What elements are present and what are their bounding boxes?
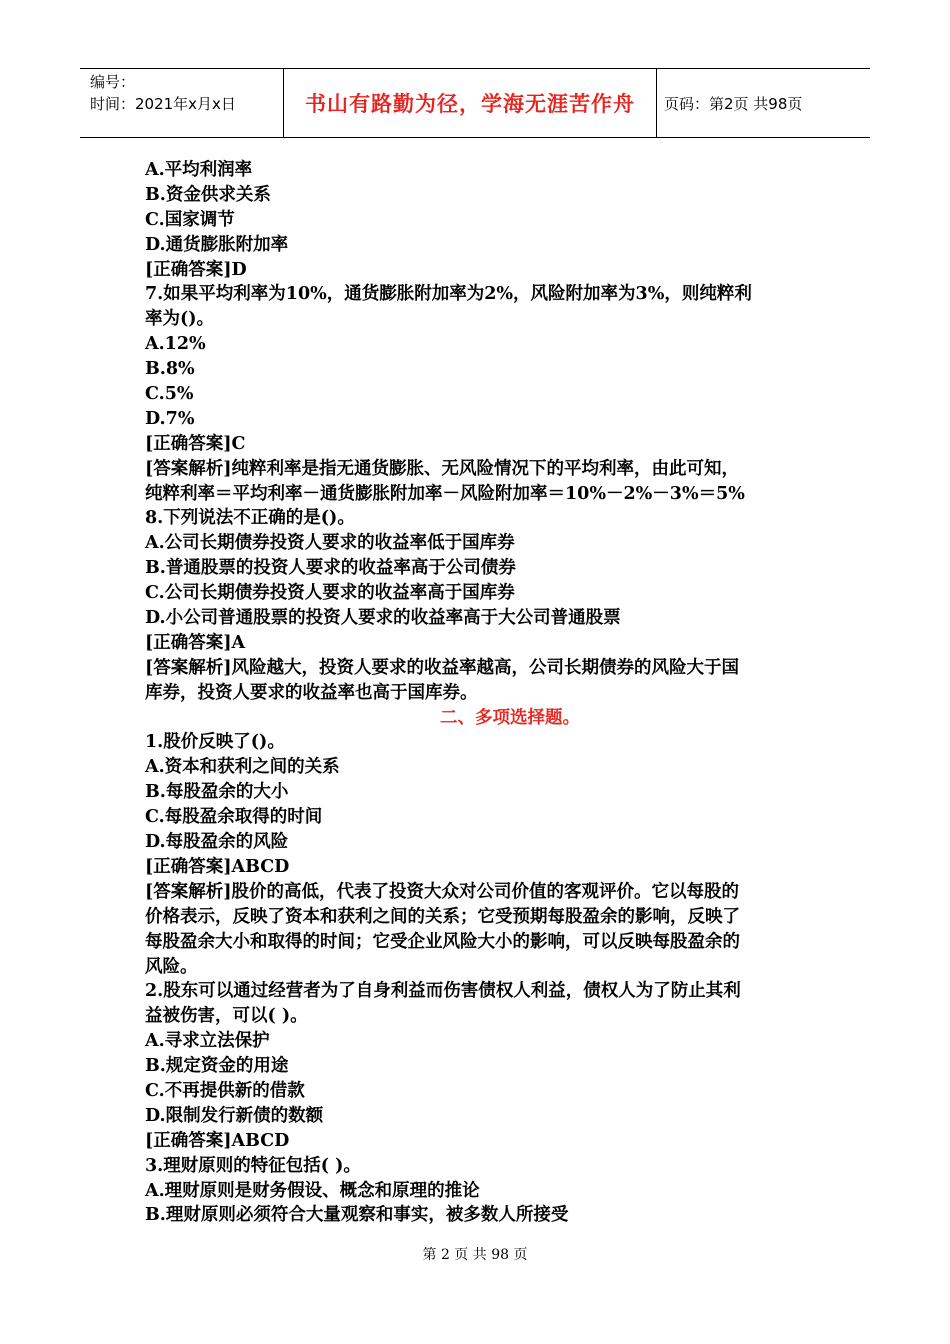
header-motto: 书山有路勤为径，学海无涯苦作舟	[283, 69, 657, 137]
text-line: A.公司长期债券投资人要求的收益率低于国库券	[145, 533, 515, 554]
text-line: A.资本和获利之间的关系	[145, 757, 340, 778]
text-line: B.规定资金的用途	[145, 1056, 289, 1077]
text-line: [答案解析]股价的高低，代表了投资大众对公司价值的客观评价。它以每股的	[145, 881, 740, 902]
text-line: 率为()。	[145, 309, 215, 330]
text-line: [正确答案]C	[145, 433, 246, 454]
text-line: [答案解析]纯粹利率是指无通货膨胀、无风险情况下的平均利率，由此可知，	[145, 458, 740, 479]
text-line: 8.下列说法不正确的是()。	[145, 508, 355, 529]
text-line: B.普通股票的投资人要求的收益率高于公司债券	[145, 558, 516, 579]
text-line: 纯粹利率＝平均利率－通货膨胀附加率－风险附加率＝10%－2%－3%＝5%	[145, 483, 745, 504]
text-line: A.平均利润率	[145, 160, 253, 180]
text-line: B.每股盈余的大小	[145, 782, 289, 803]
text-line: A.寻求立法保护	[145, 1031, 270, 1052]
text-line: C.公司长期债券投资人要求的收益率高于国库券	[145, 583, 515, 604]
text-line: 1.股价反映了()。	[145, 732, 285, 753]
text-line: 益被伤害，可以( )。	[145, 1006, 308, 1027]
text-line: [正确答案]ABCD	[145, 1130, 290, 1151]
text-line: 7.如果平均利率为10%，通货膨胀附加率为2%，风险附加率为3%，则纯粹利	[145, 284, 752, 305]
text-line: B.8%	[145, 359, 195, 380]
text-line: A.理财原则是财务假设、概念和原理的推论	[145, 1180, 480, 1201]
section-heading: 二、多项选择题。	[440, 707, 580, 728]
header-meta	[90, 71, 280, 115]
document-body	[145, 158, 815, 1228]
text-line: C.不再提供新的借款	[145, 1080, 305, 1101]
text-line: D.限制发行新债的数额	[145, 1105, 324, 1126]
text-line: B.理财原则必须符合大量观察和事实，被多数人所接受	[145, 1205, 569, 1226]
text-line: 每股盈余大小和取得的时间；它受企业风险大小的影响，可以反映每股盈余的	[145, 931, 740, 952]
page-header	[80, 68, 870, 138]
text-line: 风险。	[145, 956, 198, 977]
text-line: [答案解析]风险越大，投资人要求的收益率越高，公司长期债券的风险大于国	[145, 657, 740, 678]
text-line: 价格表示，反映了资本和获利之间的关系；它受预期每股盈余的影响，反映了	[145, 906, 740, 927]
text-line: B.资金供求关系	[145, 184, 271, 205]
page-footer: 第 2 页 共 98 页	[422, 1247, 528, 1263]
header-number: 编号：	[90, 73, 136, 91]
text-line: D.小公司普通股票的投资人要求的收益率高于大公司普通股票	[145, 608, 621, 629]
header-date: 时间：2021年x月x日	[90, 95, 236, 113]
text-line: C.5%	[145, 384, 194, 405]
text-line: C.每股盈余取得的时间	[145, 807, 323, 828]
text-line: 库券，投资人要求的收益率也高于国库券。	[145, 682, 478, 703]
text-line: 3.理财原则的特征包括( )。	[145, 1155, 361, 1176]
text-line: [正确答案]ABCD	[145, 856, 290, 877]
text-line: D.通货膨胀附加率	[145, 234, 289, 255]
text-line: 2.股东可以通过经营者为了自身利益而伤害债权人利益，债权人为了防止其利	[145, 981, 741, 1002]
header-page-info: 页码：第2页 共98页	[664, 94, 803, 113]
text-line: [正确答案]A	[145, 632, 246, 653]
text-line: C.国家调节	[145, 209, 235, 230]
text-line: D.7%	[145, 408, 195, 429]
text-line: [正确答案]D	[145, 259, 247, 280]
text-line: A.12%	[145, 334, 206, 355]
text-line: D.每股盈余的风险	[145, 832, 289, 853]
